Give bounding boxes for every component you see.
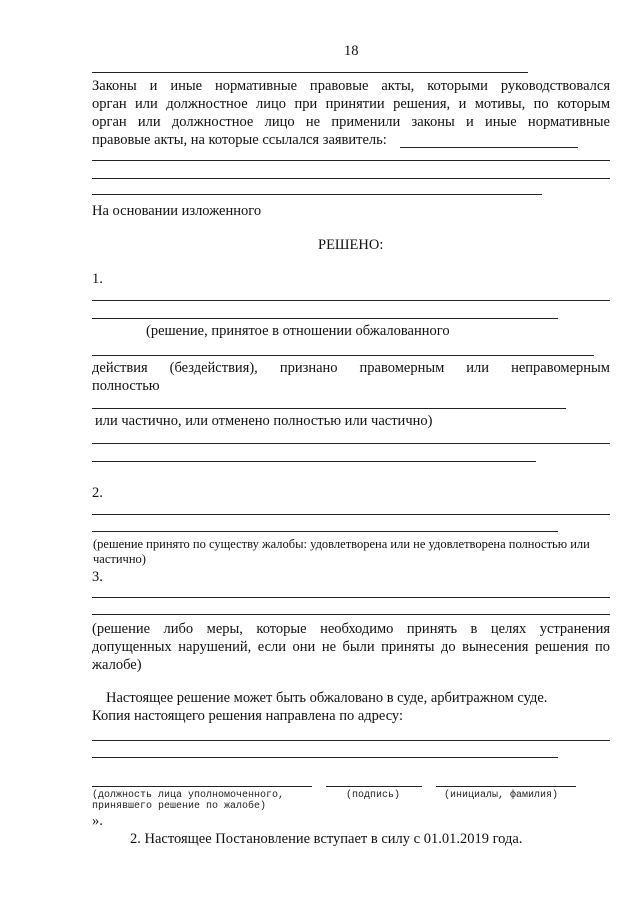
- address-line-2: [92, 757, 558, 758]
- item3-line-1: [92, 597, 610, 598]
- top-rule: [92, 72, 528, 73]
- laws-fill-line-1: [92, 160, 610, 161]
- laws-line-4: правовые акты, на которые ссылался заявитель:: [92, 132, 387, 148]
- address-line-1: [92, 740, 610, 741]
- signature-sign-line: [326, 786, 422, 787]
- item1-word-recognized: признано: [279, 360, 338, 376]
- item1-word-or: или: [466, 360, 490, 376]
- item1-line-4: [92, 408, 566, 409]
- item3-caption-2: допущенных нарушений, если они не были приняты до вынесения решения по: [92, 639, 610, 655]
- item1-result-line: [92, 359, 610, 377]
- item3-number: 3.: [92, 569, 103, 585]
- item1-number: 1.: [92, 271, 103, 287]
- item1-line-2: [92, 318, 558, 319]
- item2-number: 2.: [92, 485, 103, 501]
- item3-caption-1: (решение либо меры, которые необходимо принять в целях устранения: [92, 621, 610, 637]
- copy-text: Копия настоящего решения направлена по адресу:: [92, 708, 404, 724]
- signature-position-label-2: принявшего решение по жалобе): [92, 801, 267, 812]
- laws-line-1: Законы и иные нормативные правовые акты, которыми руководствовался: [92, 78, 610, 94]
- item2-caption-1: (решение принято по существу жалобы: удовлетворена или не удовлетворена полностью или: [93, 537, 590, 551]
- page-number: 18: [344, 43, 359, 59]
- laws-fill-line-0: [400, 147, 578, 148]
- item1-line-5: [92, 443, 610, 444]
- item1-word-inaction: (бездействия),: [169, 360, 258, 376]
- item1-word-lawful: правомерным: [359, 360, 445, 376]
- item1-full: полностью: [92, 378, 160, 394]
- item3-caption-3: жалобе): [92, 657, 142, 673]
- laws-fill-line-3: [92, 194, 542, 195]
- signature-position-line: [92, 786, 312, 787]
- based-on-text: На основании изложенного: [92, 203, 262, 219]
- closing-quote: ».: [92, 813, 103, 829]
- signature-name-line: [436, 786, 576, 787]
- item1-line-3: [92, 355, 594, 356]
- item3-line-2: [92, 614, 610, 615]
- signature-position-label-1: (должность лица уполномоченного,: [92, 790, 285, 801]
- decided-heading: РЕШЕНО:: [318, 237, 384, 253]
- item2-line-1: [92, 514, 610, 515]
- item1-caption: (решение, принятое в отношении обжалованного: [146, 323, 450, 339]
- appeal-text: Настоящее решение может быть обжаловано в суде, арбитражном суде.: [106, 690, 548, 706]
- item1-line-6: [92, 461, 536, 462]
- item1-word-unlawful: неправомерным: [511, 360, 610, 376]
- item1-word-action: действия: [92, 360, 148, 376]
- item1-line-1: [92, 300, 610, 301]
- laws-line-2: орган или должностное лицо при принятии решения, и мотивы, по которым: [92, 96, 610, 112]
- signature-sign-label: (подпись): [346, 790, 401, 801]
- item2-caption-2: частично): [93, 552, 146, 566]
- signature-name-label: (инициалы, фамилия): [444, 790, 559, 801]
- laws-line-3: орган или должностное лицо не применили законы и иные нормативные: [92, 114, 610, 130]
- item1-partial: или частично, или отменено полностью или частично): [95, 413, 433, 429]
- item2-line-2: [92, 531, 558, 532]
- final-statement: 2. Настоящее Постановление вступает в силу с 01.01.2019 года.: [130, 831, 523, 847]
- laws-fill-line-2: [92, 178, 610, 179]
